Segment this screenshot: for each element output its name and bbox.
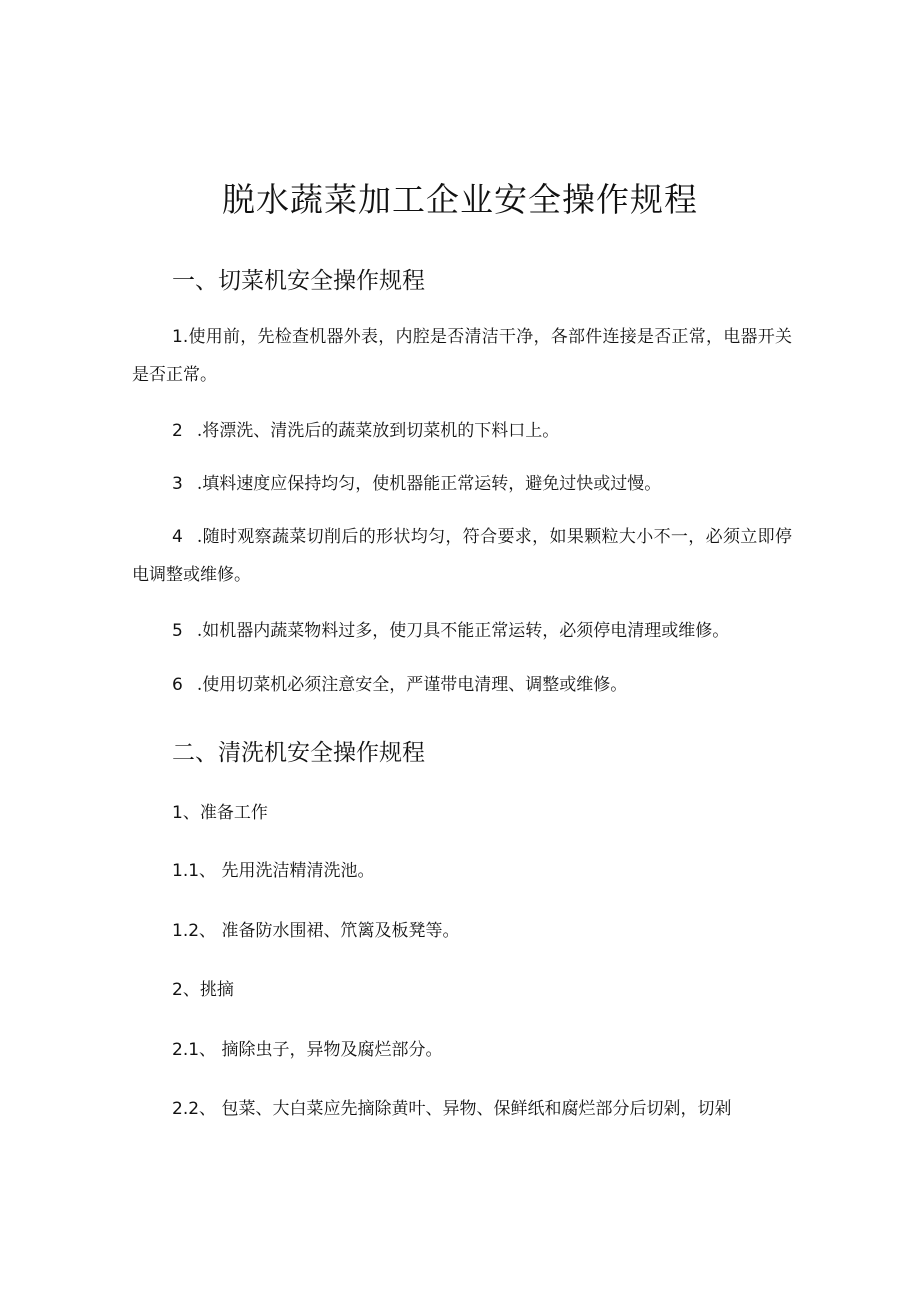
item-text: 、 先用洗洁精清洗池。 — [199, 861, 375, 881]
item-number: 3 — [172, 474, 183, 494]
item-number: 5 — [172, 621, 183, 641]
section-heading-1: 一、切菜机安全操作规程 — [172, 268, 425, 294]
item-text: .将漂洗、清洗后的蔬菜放到切菜机的下料口上。 — [196, 421, 560, 441]
item-number: 2 — [172, 980, 183, 1000]
item-number: 2.2 — [172, 1099, 200, 1119]
section1-item-5 — [172, 618, 729, 644]
section2-item-2 — [172, 977, 234, 1003]
section1-item-4 — [132, 518, 792, 594]
item-number: 6 — [172, 675, 183, 695]
item-text: 使用前，先检查机器外表，内腔是否清洁干净，各部件连接是否正常，电器开关是否正常。 — [132, 327, 792, 385]
item-number: 1.1 — [172, 861, 200, 881]
section-heading-2: 二、清洗机安全操作规程 — [172, 740, 425, 766]
section2-item-2-1 — [172, 1037, 442, 1063]
item-text: 、 准备防水围裙、笊篱及板凳等。 — [199, 921, 460, 941]
item-text: 、 包菜、大白菜应先摘除黄叶、异物、保鲜纸和腐烂部分后切剁，切剁 — [199, 1099, 732, 1119]
section1-item-2 — [172, 418, 559, 444]
item-number: 2.1 — [172, 1040, 200, 1060]
item-text: .如机器内蔬菜物料过多，使刀具不能正常运转，必须停电清理或维修。 — [196, 621, 730, 641]
section2-item-2-2 — [172, 1096, 731, 1122]
item-text: .随时观察蔬菜切削后的形状均匀，符合要求，如果颗粒大小不一，必须立即停电调整或维修。 — [132, 527, 792, 585]
item-text: .使用切菜机必须注意安全，严谨带电清理、调整或维修。 — [196, 675, 628, 695]
document-title: 脱水蔬菜加工企业安全操作规程 — [222, 180, 698, 219]
section1-item-1 — [132, 318, 792, 394]
item-number: 1 — [172, 803, 183, 823]
item-text: 、挑摘 — [182, 980, 234, 1000]
section1-item-3 — [172, 471, 661, 497]
item-number: 1.2 — [172, 921, 200, 941]
item-text: 、准备工作 — [182, 803, 268, 823]
item-text: 、 摘除虫子，异物及腐烂部分。 — [199, 1040, 443, 1060]
section1-item-6 — [172, 672, 627, 698]
item-number: 4 — [172, 527, 183, 547]
section2-item-1-1 — [172, 858, 374, 884]
section2-item-1-2 — [172, 918, 459, 944]
item-text: .填料速度应保持均匀，使机器能正常运转，避免过快或过慢。 — [196, 474, 662, 494]
item-number: 1. — [172, 327, 189, 347]
item-number: 2 — [172, 421, 183, 441]
section2-item-1 — [172, 800, 268, 826]
